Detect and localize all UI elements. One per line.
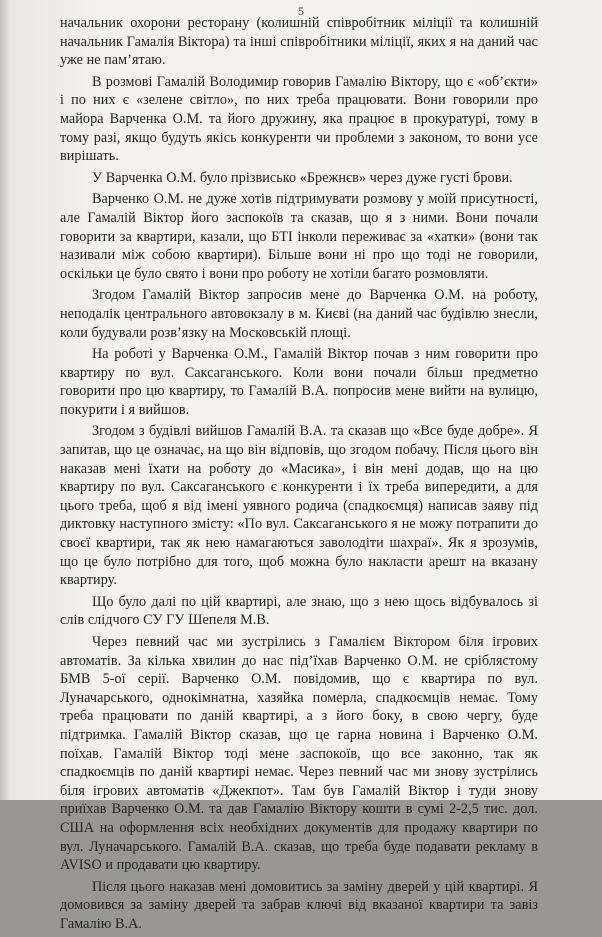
document-body bbox=[60, 14, 538, 937]
paragraph-5: Згодом Гамалій Віктор запросив мене до Варченка О.М. на роботу, неподалік центрального автовокзалу в м. Києві (на даний час будівлю знесли, коли будували розв’язку на Московській площі. bbox=[60, 287, 538, 341]
paragraph-1: начальник охорони ресторану (колишній співробітник міліції та колишній начальник Гамалія Віктора) та інші співробітники міліції, яких я на даний час уже не пам’ятаю. bbox=[60, 15, 538, 69]
page-number: 5 bbox=[298, 4, 304, 18]
paragraph-6: На роботі у Варченка О.М., Гамалій Віктор почав з ним говорити про квартиру по вул. Саксаганського. Коли вони почали більш предметно говорити про цю квартиру, то Гамалій В.А. попросив мене вийти на вулицю, покурити і я вийшов. bbox=[60, 346, 538, 418]
paragraph-3: У Варченка О.М. було прізвисько «Брежнєв» через дуже густі брови. bbox=[92, 169, 513, 186]
paragraph-8: Що було далі по цій квартирі, але знаю, що з нею щось відбувалось зі слів слідчого СУ ГУ Шепеля М.В. bbox=[60, 593, 538, 629]
paragraph-9: Через певний час ми зустрілись з Гамалієм Віктором біля ігрових автоматів. За кілька хвилин до нас під’їхав Варченко О.М. не сріблястому БМВ 5-ої серії. Варченко О.М. повідомив, що є квартира по вул. Луначарського, однокімнатна, хазяйка померла, спадкоємців немає. Тому треба працювати по даній квартирі, а з його боку, в свою чергу, буде підтримка. Гамалій Віктор сказав, що це гарна новина і Варченко О.М. поїхав. Гамалій Віктор тоді мене заспокоїв, що все законно, так як спадкоємців по даній квартирі немає. Через певний час ми знову зустрілись біля ігрових автоматів «Джекпот». Там був Гамалій Віктор і туди знову приїхав Варченко О.М. та дав Гамалію Віктору кошти в сумі 2-2,5 тис. дол. США на оформлення всіх необхідних документів для продажу квартири по вул. Луначарського. Гамалій В.А. сказав, що треба буде подавати рекламу в AVISO и продавати цю квартиру. bbox=[60, 634, 538, 874]
paragraph-7: Згодом з будівлі вийшов Гамалій В.А. та сказав що «Все буде добре». Я запитав, що це означає, на що він відповів, що згодом побачу. Після цього він наказав мені їхати на роботу до «Масика», і він мені додав, що на цю квартиру по вул. Саксаганського є конкуренти і їх треба випередити, а для цього треба, щоб я від імені уявного родича (спадкоємця) написав заяву під диктовку наступного змісту: «По вул. Саксаганського я не можу потрапити до своєї квартири, так як нею намагаються заволодіти шахраї». Як я зрозумів, що це було потрібно для того, щоб можна було накласти арешт на вказану квартиру. bbox=[60, 423, 538, 589]
paragraph-2: В розмові Гамалій Володимир говорив Гамалію Віктору, що є «об’єкти» і по них є «зелене світло», по них треба працювати. Вони говорили про майора Варченка О.М. та його дружину, яка працює в прокуратурі, тому в тому разі, якщо будуть якісь конкуренти чи проблеми з законом, то вони усе вирішать. bbox=[60, 73, 538, 165]
paragraph-4: Варченко О.М. не дуже хотів підтримувати розмову у моїй присутності, але Гамалій Віктор його заспокоїв та сказав, що я з ними. Вони почали говорити за квартири, казали, що БТІ інколи переживає за «хатки» (вони так називали між собою квартири). Більше вони ні про що тоді не говорили, оскільки це було свято і вони про роботу не хотіли багато розмовляти. bbox=[60, 191, 538, 282]
page-fold-shadow bbox=[0, 0, 10, 800]
paragraph-10: Після цього наказав мені домовитись за заміну дверей у цій квартирі. Я домовився за заміну дверей та забрав ключі від вказаної квартири та завіз Гамалію В.А. bbox=[60, 878, 538, 932]
